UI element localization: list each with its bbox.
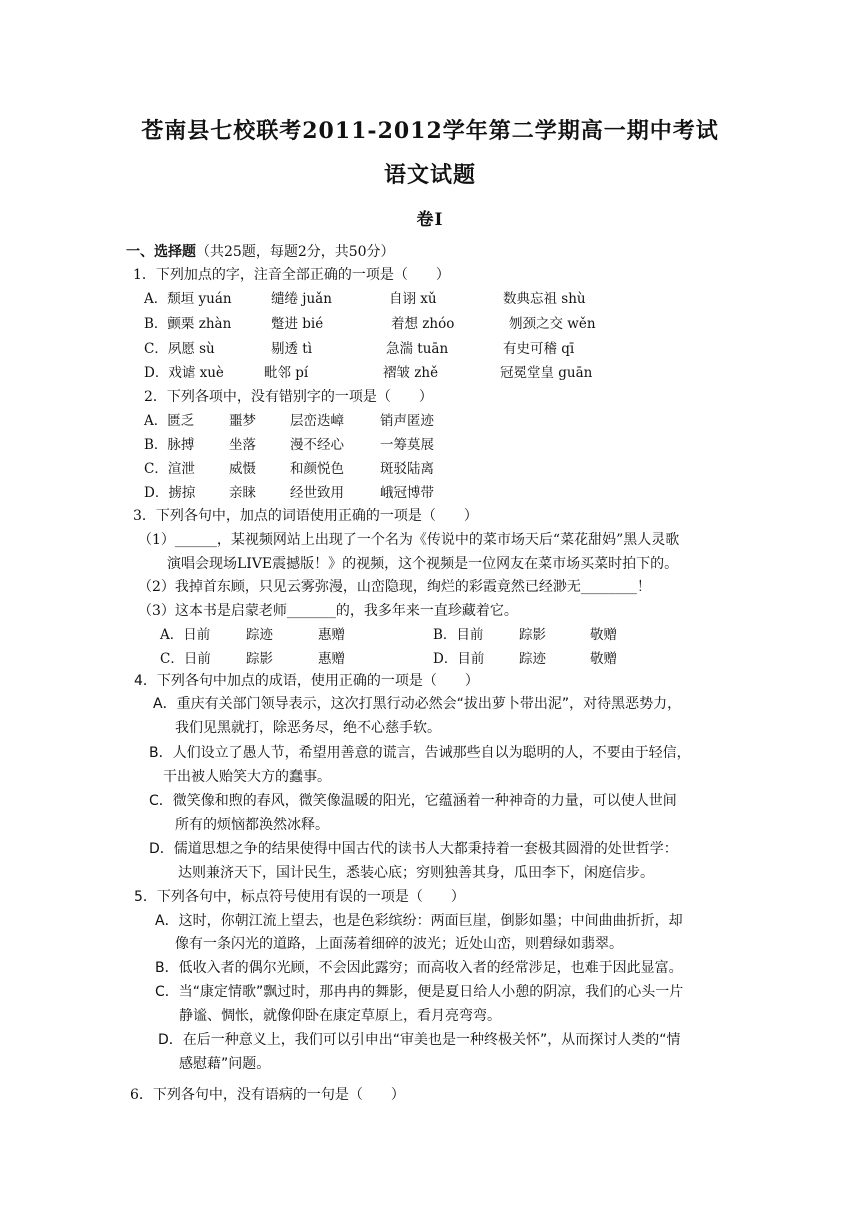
q3-option-d: D．目前 [433, 651, 485, 667]
section-heading-label: 一、选择题 [126, 244, 196, 260]
q2-option-cell: 噩梦 [229, 413, 256, 429]
q2-option-cell: 层峦迭嶂 [290, 413, 344, 429]
q1-option-cell: 有史可稽 qī [503, 341, 575, 357]
q4-option-c: C．微笑像和煦的春风，微笑像温暖的阳光，它蕴涵着一种神奇的力量，可以使人世间 [149, 793, 677, 809]
q4-option-b-cont: 干出被人贻笑大方的蠢事。 [163, 769, 331, 785]
q3-sentence-3: （3）这本书是启蒙老师_______的，我多年来一直珍藏着它。 [138, 603, 518, 619]
q3-option-cell: 踪影 [519, 627, 546, 643]
q5-option-a-cont: 像有一条闪光的道路，上面荡着细碎的波光；近处山峦，则碧绿如翡翠。 [175, 936, 623, 952]
q2-option-b: B．脉搏 [144, 437, 195, 453]
section-heading [126, 243, 395, 261]
q3-option-cell: 敬赠 [590, 627, 617, 643]
question-5-stem: 5．下列各句中，标点符号使用有误的一项是（ ） [134, 889, 465, 905]
q2-option-cell: 坐落 [229, 437, 256, 453]
q3-sentence-2: （2）我掉首东顾，只见云雾弥漫，山峦隐现，绚烂的彩霞竟然已经渺无________！ [138, 579, 651, 595]
q3-option-cell: 敬赠 [590, 651, 617, 667]
q3-option-cell: 惠赠 [318, 651, 345, 667]
q4-option-d: D．儒道思想之争的结果使得中国古代的读书人大都秉持着一套极其圆滑的处世哲学： [149, 841, 678, 857]
question-3-stem: 3．下列各句中，加点的词语使用正确的一项是（ ） [133, 508, 478, 524]
section-heading-note: （共25题，每题2分，共50分） [196, 244, 395, 260]
q1-option-d: D．戏谑 xuè [144, 365, 224, 381]
question-1-stem: 1．下列加点的字，注音全部正确的一项是（ ） [133, 267, 450, 283]
q2-option-cell: 经世致用 [290, 485, 344, 501]
exam-subtitle: 语文试题 [383, 162, 476, 188]
q1-option-cell: 刎颈之交 wěn [509, 316, 596, 332]
q2-option-c: C．渲泄 [144, 461, 195, 477]
q5-option-d-cont: 感慰藉”问题。 [179, 1056, 271, 1072]
q3-sentence-1-cont: 演唱会现场LIVE震撼版！》的视频，这个视频是一位网友在菜市场买菜时拍下的。 [167, 556, 679, 572]
q2-option-cell: 威慑 [229, 461, 256, 477]
q1-option-cell: 褶皱 zhě [383, 365, 439, 381]
q5-option-c-cont: 静谧、惆怅，就像仰卧在康定草原上，看月亮弯弯。 [179, 1008, 501, 1024]
q1-option-cell: 冠冕堂皇 guān [500, 365, 593, 381]
q2-option-d: D．掳掠 [144, 485, 196, 501]
question-2-stem: 2．下列各项中，没有错别字的一项是（ ） [144, 389, 433, 405]
exam-title: 苍南县七校联考2011-2012学年第二学期高一期中考试 [141, 118, 719, 144]
q1-option-cell: 急湍 tuān [386, 341, 449, 357]
q1-option-c: C．夙愿 sù [144, 341, 215, 357]
q3-option-cell: 惠赠 [318, 627, 345, 643]
q5-option-b: B．低收入者的偶尔光顾，不会因此露穷；而高收入者的经常涉足，也难于因此显富。 [155, 960, 683, 976]
question-6-stem: 6．下列各句中，没有语病的一句是（ ） [130, 1087, 405, 1103]
q1-option-cell: 毗邻 pí [264, 365, 309, 381]
q1-option-cell: 自诩 xǔ [389, 291, 437, 307]
q4-option-b: B．人们设立了愚人节，希望用善意的谎言，告诫那些自以为聪明的人，不要由于轻信， [149, 745, 691, 761]
q1-option-cell: 数典忘祖 shù [503, 291, 586, 307]
question-4-stem: 4．下列各句中加点的成语，使用正确的一项是（ ） [134, 673, 479, 689]
q3-option-cell: 踪迹 [246, 627, 273, 643]
q4-option-d-cont: 达则兼济天下，国计民生，悉装心底；穷则独善其身，瓜田李下，闲庭信步。 [178, 865, 654, 881]
q1-option-cell: 缱绻 juǎn [271, 291, 332, 307]
q4-option-a-cont: 我们见黑就打，除恶务尽，绝不心慈手软。 [175, 720, 441, 736]
q5-option-d: D．在后一种意义上，我们可以引申出“审美也是一种终极关怀”，从而探讨人类的“情 [158, 1032, 681, 1048]
q2-option-cell: 一筹莫展 [380, 437, 434, 453]
q1-option-a: A．颓垣 yuán [144, 291, 232, 307]
q2-option-cell: 漫不经心 [290, 437, 344, 453]
q5-option-a: A．这时，你朝江流上望去，也是色彩缤纷：两面巨崖，倒影如墨；中间曲曲折折，却 [155, 913, 683, 929]
q2-option-cell: 和颜悦色 [290, 461, 344, 477]
q2-option-cell: 销声匿迹 [380, 413, 434, 429]
q4-option-a: A．重庆有关部门领导表示，这次打黑行动必然会“拔出萝卜带出泥”，对待黑恶势力， [153, 696, 682, 712]
q2-option-cell: 峨冠博带 [380, 485, 434, 501]
q4-option-c-cont: 所有的烦恼都涣然冰释。 [175, 817, 329, 833]
q5-option-c: C．当“康定情歌”飘过时，那冉冉的舞影，便是夏日给人小憩的阴凉，我们的心头一片 [155, 984, 684, 1000]
q1-option-cell: 着想 zhóo [391, 316, 455, 332]
q1-option-cell: 剔透 tì [271, 341, 313, 357]
volume-label: 卷Ⅰ [416, 210, 444, 230]
q2-option-cell: 斑驳陆离 [380, 461, 434, 477]
q2-option-cell: 亲睐 [229, 485, 256, 501]
q1-option-b: B．颤栗 zhàn [144, 316, 232, 332]
q3-option-a: A．日前 [160, 627, 211, 643]
q3-option-b: B．目前 [433, 627, 484, 643]
q2-option-a: A．匮乏 [144, 413, 195, 429]
q3-option-cell: 踪影 [246, 651, 273, 667]
q3-sentence-1: （1）______，某视频网站上出现了一个名为《传说中的菜市场天后“菜花甜妈”黑人灵歌 [138, 532, 680, 548]
q1-option-cell: 蹩进 bié [271, 316, 324, 332]
q3-option-cell: 踪迹 [519, 651, 546, 667]
q3-option-c: C．日前 [160, 651, 211, 667]
